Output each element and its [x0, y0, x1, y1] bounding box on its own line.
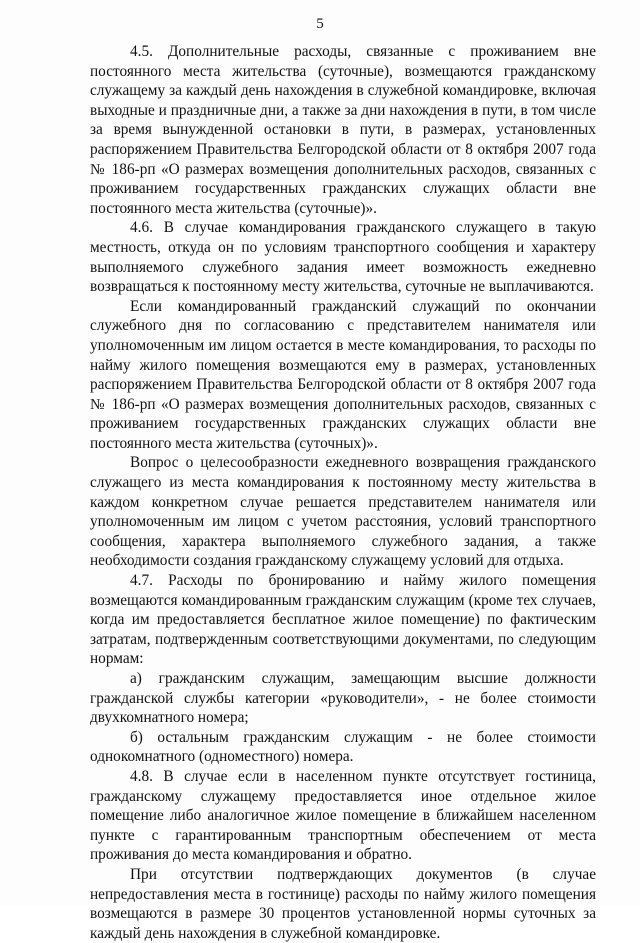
paragraph-no-documents: При отсутствии подтверждающих документов (в случае непредоставления места в гостинице) расходы по найму жилого помещения возмещаются в размере 30 процентов установленной нормы суточных за каждый день нахождения в служебной командировке.	[90, 865, 596, 942]
paragraph-4-7-a: а) гражданским служащим, замещающим высшие должности гражданской службы категории «руководители», - не более стоимости двухкомнатного номера;	[90, 670, 596, 727]
page-number: 5	[316, 16, 324, 32]
paragraph-daily-return: Вопрос о целесообразности ежедневного возвращения гражданского служащего из места командирования к постоянному месту жительства в каждом конкретном случае решается представителем нанимателя или уполномоченным им лицом с учетом расстояния, условий транспортного сообщения, характера выполняемого служебного задания, а также необходимости создания гражданскому служащему условий для отдыха.	[90, 454, 596, 570]
paragraph-4-8: 4.8. В случае если в населенном пункте отсутствует гостиница, гражданскому служащему предоставляется иное отдельное жилое помещение либо аналогичное жилое помещение в ближайшем населенном пункте с гарантированным транспортным обеспечением от места проживания до места командирования и обратно.	[90, 767, 596, 864]
paragraph-4-6: 4.6. В случае командирования гражданского служащего в такую местность, откуда он по условиям транспортного сообщения и характеру выполняемого служебного задания имеет возможность ежедневно возвращаться к постоянному месту жительства, суточные не выплачиваются.	[90, 219, 596, 296]
paragraph-4-5: 4.5. Дополнительные расходы, связанные с проживанием вне постоянного места жительства (суточные), возмещаются гражданскому служащему за каждый день нахождения в служебной командировке, включая выходные и праздничные дни, а также за дни нахождения в пути, в том числе за время вынужденной остановки в пути, в размерах, установленных распоряжением Правительства Белгородской области от 8 октября 2007 года № 186-рп «О размерах возмещения дополнительных расходов, связанных с проживанием государственных гражданских служащих области вне постоянного места жительства (суточные)».	[90, 43, 596, 217]
paragraph-4-7: 4.7. Расходы по бронированию и найму жилого помещения возмещаются командированным гражданским служащим (кроме тех случаев, когда им предоставляется бесплатное жилое помещение) по фактическим затратам, подтвержденным соответствующими документами, по следующим нормам:	[90, 572, 596, 668]
paragraph-overnight-stay: Если командированный гражданский служащий по окончании служебного дня по согласованию с представителем нанимателя или уполномоченным им лицом остается в месте командирования, то расходы по найму жилого помещения возмещаются ему в размерах, установленных распоряжением Правительства Белгородской области от 8 октября 2007 года № 186-рп «О размерах возмещения дополнительных расходов, связанных с проживанием государственных гражданских служащих области вне постоянного места жительства (суточных)».	[90, 297, 596, 452]
document-body	[90, 42, 596, 943]
paragraph-4-7-b: б) остальным гражданским служащим - не более стоимости однокомнатного (одноместного) номера.	[90, 728, 596, 766]
